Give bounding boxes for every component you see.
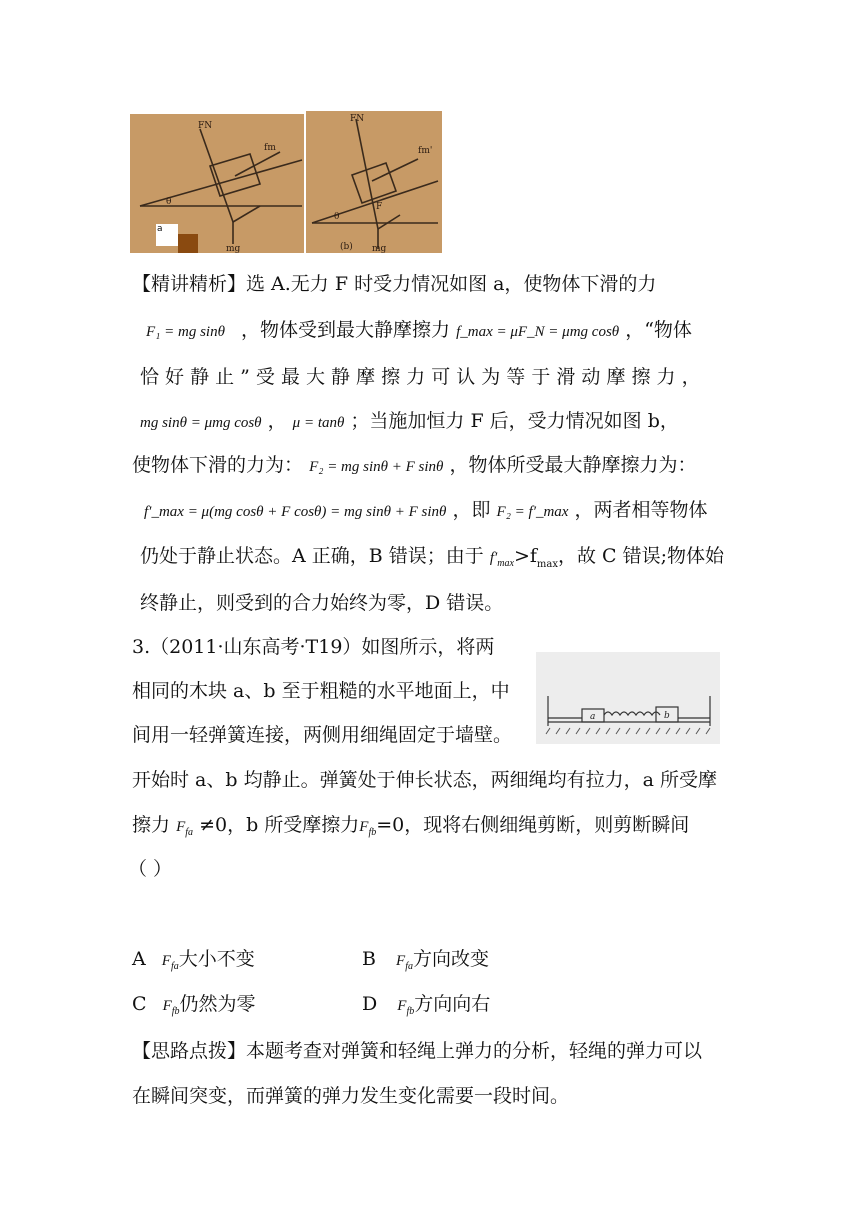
block-a-label: a bbox=[590, 712, 596, 722]
force-symbol-fa: F bbox=[176, 819, 186, 835]
option-b[interactable] bbox=[362, 945, 489, 981]
eq-f1: F₁ = mg sinθ bbox=[146, 324, 225, 340]
option-d-letter: D bbox=[362, 993, 378, 1015]
sub-max-2: max bbox=[536, 558, 558, 570]
question-answer-blank: （ ） bbox=[128, 858, 173, 880]
fig-a-label-box bbox=[156, 224, 178, 246]
question-line-5 bbox=[132, 811, 689, 847]
question-line-3: 间用一轻弹簧连接，两侧用细绳固定于墙壁。 bbox=[132, 724, 513, 746]
fig-b-mg-mark: mg bbox=[372, 244, 387, 253]
fig-a-label: a bbox=[157, 224, 163, 234]
option-c-text: 仍然为零 bbox=[179, 993, 256, 1015]
question-line-1: 3.（2011·山东高考·T19）如图所示，将两 bbox=[132, 636, 495, 658]
analysis-line-6-text-a: ，即 bbox=[452, 499, 491, 521]
analysis-line-2-text-a: ，物体受到最大静摩擦力 bbox=[241, 319, 451, 341]
analysis-line-2-text-b: ，“物体 bbox=[625, 319, 692, 341]
analysis-line-4-text: ；当施加恒力 F 后，受力情况如图 b， bbox=[350, 410, 679, 432]
option-a-text: 大小不变 bbox=[178, 948, 255, 970]
option-d[interactable] bbox=[362, 990, 490, 1026]
sub-max-1: max bbox=[497, 558, 514, 569]
eq-f2: F₂ = mg sinθ + F sinθ bbox=[309, 459, 444, 475]
analysis-line-8: 终静止，则受到的合力始终为零，D 错误。 bbox=[140, 592, 504, 614]
force-symbol-fb: F bbox=[359, 819, 369, 835]
fig-b-label: (b) bbox=[340, 242, 353, 252]
fig-a-theta-mark: θ bbox=[166, 197, 172, 207]
analysis-line-7-text-c: ，故 C 错误;物体始 bbox=[557, 545, 725, 567]
option-a-sub: fa bbox=[170, 961, 179, 972]
analysis-line-2 bbox=[146, 316, 692, 346]
eq-fmax-prime: f′_max = μ(mg cosθ + F cosθ) = mg sinθ + F sinθ bbox=[144, 504, 447, 520]
option-c-letter: C bbox=[132, 993, 147, 1015]
fig-b-force-mark: F bbox=[376, 202, 383, 212]
analysis-line-3: 恰 好 静 止 ” 受 最 大 静 摩 擦 力 可 认 为 等 于 滑 动 摩 擦 力 ， bbox=[140, 366, 701, 388]
fig-a-dark-patch bbox=[178, 234, 198, 253]
analysis-line-4: mg sinθ = μmg cosθ ， μ = tanθ ；当施加恒力 F 后，受力情况如图 b， bbox=[140, 410, 679, 432]
block-b-label: b bbox=[664, 711, 670, 721]
analysis-line-5-text-a: 使物体下滑的力为： bbox=[132, 454, 304, 476]
option-d-text: 方向向右 bbox=[414, 993, 491, 1015]
option-d-symbol: F bbox=[397, 998, 407, 1014]
analysis-line-7-text-b: >f bbox=[513, 545, 537, 567]
analysis-line-5 bbox=[132, 451, 697, 481]
eq-mu: μ = tanθ bbox=[292, 415, 345, 431]
fig-a-mg-mark: mg bbox=[226, 244, 241, 253]
fig-a-f-mark: fm bbox=[264, 143, 276, 153]
analysis-line-1: 【精讲精析】选 A.无力 F 时受力情况如图 a，使物体下滑的力 bbox=[132, 273, 657, 295]
eq-equal: mg sinθ = μmg cosθ bbox=[140, 415, 262, 431]
question-line-5-text-c: =0，现将右侧细绳剪断，则剪断瞬间 bbox=[376, 814, 690, 836]
option-c[interactable] bbox=[132, 990, 256, 1026]
analysis-line-7-text-a: 仍处于静止状态。A 正确，B 错误；由于 bbox=[140, 545, 484, 567]
question-line-4: 开始时 a、b 均静止。弹簧处于伸长状态，两细绳均有拉力，a 所受摩 bbox=[132, 769, 717, 791]
force-diagram-photo-a bbox=[130, 114, 304, 253]
sub-fa: fa bbox=[185, 827, 194, 838]
hint-line-1: 【思路点拨】本题考查对弹簧和轻绳上弹力的分析，轻绳的弹力可以 bbox=[132, 1040, 703, 1062]
eq-f2-equals-fmax: F₂ = f′_max bbox=[496, 504, 569, 520]
analysis-line-5-text-b: ，物体所受最大静摩擦力为： bbox=[449, 454, 697, 476]
fig-b-f-mark: fm' bbox=[418, 146, 433, 156]
option-c-sub: fb bbox=[171, 1006, 180, 1017]
fig-b-fn-mark: FN bbox=[350, 114, 365, 124]
analysis-line-6-text-b: ，两者相等物体 bbox=[574, 499, 708, 521]
option-b-sub: fa bbox=[405, 961, 413, 972]
option-b-text: 方向改变 bbox=[412, 948, 489, 970]
analysis-line-7: 仍处于静止状态。A 正确，B 错误；由于 $f'_{max}>f_{max}$，故 C 错误;物体始 bbox=[140, 545, 725, 570]
option-a[interactable] bbox=[132, 945, 255, 981]
question-line-5-text-b: ≠0，b 所受摩擦力 bbox=[199, 814, 360, 836]
option-b-symbol: F bbox=[396, 953, 406, 969]
spring-blocks-figure bbox=[536, 652, 720, 744]
hint-line-2: 在瞬间突变，而弹簧的弹力发生变化需要一段时间。 bbox=[132, 1085, 570, 1107]
eq-fmax: f_max = μF_N = μmg cosθ bbox=[456, 324, 620, 340]
question-line-2: 相同的木块 a、b 至于粗糙的水平地面上，中 bbox=[132, 680, 510, 702]
fig-b-theta-mark: θ bbox=[334, 212, 340, 222]
fig-a-fn-mark: FN bbox=[198, 121, 213, 131]
option-d-sub: fb bbox=[406, 1006, 415, 1017]
question-line-5-text-a: 擦力 bbox=[132, 814, 171, 836]
analysis-line-6 bbox=[144, 496, 708, 526]
option-a-letter: A bbox=[132, 948, 146, 970]
sub-fb: fb bbox=[368, 827, 377, 838]
force-diagram-photo-b bbox=[306, 111, 442, 253]
option-a-symbol: F bbox=[161, 953, 171, 969]
option-b-letter: B bbox=[362, 948, 376, 970]
option-c-symbol: F bbox=[162, 998, 172, 1014]
